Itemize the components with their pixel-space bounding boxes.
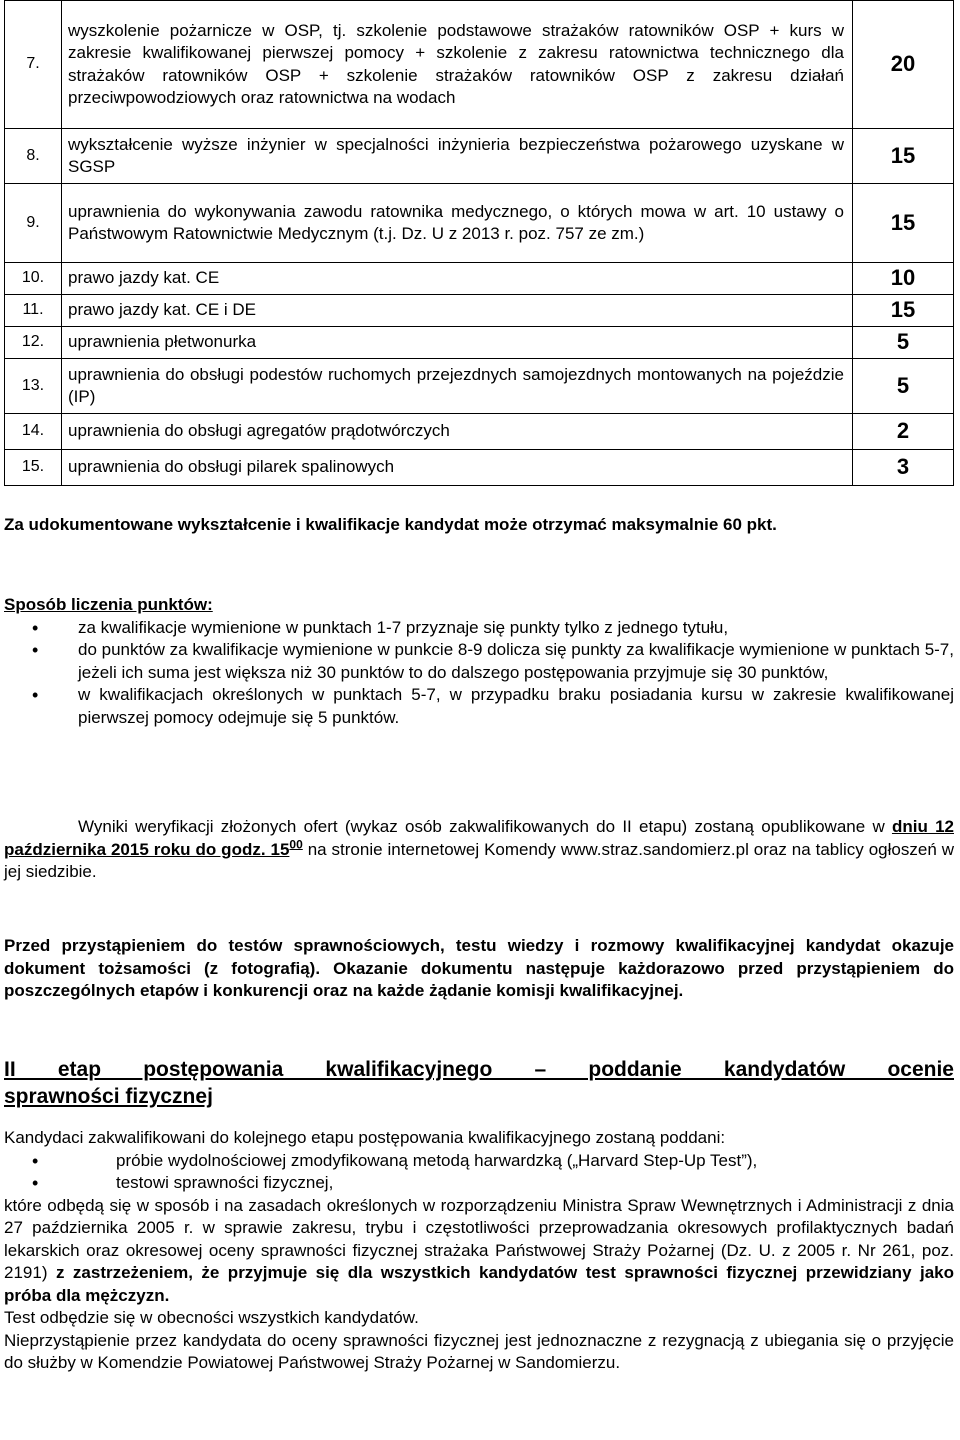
- row-points: 15: [853, 184, 954, 263]
- row-points: 5: [853, 359, 954, 414]
- scoring-heading: Sposób liczenia punktów:: [4, 595, 213, 614]
- row-points: 3: [853, 450, 954, 486]
- stage2-heading-line1: II etap postępowania kwalifikacyjnego – poddanie kandydatów ocenie: [4, 1058, 954, 1081]
- row-number: 13.: [5, 359, 62, 414]
- row-number: 8.: [5, 129, 62, 184]
- table-row: [5, 129, 954, 184]
- scoring-section: [4, 594, 954, 729]
- row-description: uprawnienia do obsługi pilarek spalinowych: [62, 450, 853, 486]
- regulation-text: które odbędą się w sposób i na zasadach określonych w rozporządzeniu Ministra Spraw Wewnętrznych i Administracji z dnia 27 października 2005 r. w sprawie zakresu, trybu i częstotliwości przeprowadzania okresowych profilaktycznych badań lekarskich oraz okresowej oceny sprawności fizycznej strażaka Państwowej Straży Pożarnej (Dz. U. z 2005 r. Nr 261, poz. 2191): [4, 1195, 954, 1282]
- table-row: [5, 450, 954, 486]
- row-description: wykształcenie wyższe inżynier w specjalności inżynieria bezpieczeństwa pożarowego uzyskane w SGSP: [62, 129, 853, 184]
- table-row: [5, 295, 954, 327]
- row-points: 20: [853, 1, 954, 129]
- row-number: 9.: [5, 184, 62, 263]
- row-points: 15: [853, 295, 954, 327]
- absence-note: Nieprzystąpienie przez kandydata do oceny sprawności fizycznej jest jednoznaczne z rezygnacją z ubiegania się o przyjęcie do służby w Komendzie Powiatowej Państwowej Straży Pożarnej w Sandomierzu.: [4, 1330, 954, 1372]
- list-item: • do punktów za kwalifikacje wymienione w punkcie 8-9 dolicza się punkty za kwalifikacje wymienione w punktach 5-7, jeżeli ich suma jest większa niż 30 punktów to do dalszego postępowania przyjmuje się 30 punktów,: [4, 639, 954, 684]
- row-description: prawo jazdy kat. CE: [62, 263, 853, 295]
- row-points: 5: [853, 327, 954, 359]
- table-row: [5, 414, 954, 450]
- regulation-reservation: z zastrzeżeniem, że przyjmuje się dla wszystkich kandydatów test sprawności fizycznej przewidziany jako próba dla mężczyzn.: [4, 1263, 955, 1305]
- stage2-list: [4, 1150, 954, 1195]
- table-row: [5, 263, 954, 295]
- row-points: 2: [853, 414, 954, 450]
- list-item: • za kwalifikacje wymienione w punktach 1-7 przyznaje się punkty tylko z jednego tytułu,: [4, 617, 954, 640]
- results-text-start: Wyniki weryfikacji złożonych ofert (wykaz osób zakwalifikowanych do II etapu) zostaną opublikowane w: [78, 817, 892, 836]
- stage2-body: [4, 1127, 954, 1375]
- table-row: [5, 1, 954, 129]
- results-date: dniu 12 października 2015 roku do godz. 15: [4, 817, 954, 859]
- table-row: [5, 359, 954, 414]
- results-minutes: 00: [289, 836, 303, 851]
- stage2-heading-line2: sprawności fizycznej: [4, 1085, 213, 1108]
- scoring-list: [4, 617, 954, 730]
- row-description: wyszkolenie pożarnicze w OSP, tj. szkolenie podstawowe strażaków ratowników OSP + kurs w zakresie kwalifikowanej pierwszej pomocy + szkolenie z zakresu ratownictwa technicznego dla strażaków ratowników OSP + szkolenie strażaków ratowników OSP z zakresu działań przeciwpowodziowych oraz ratownictwa na wodach: [62, 1, 853, 129]
- row-points: 15: [853, 129, 954, 184]
- row-number: 12.: [5, 327, 62, 359]
- row-number: 14.: [5, 414, 62, 450]
- results-paragraph: [4, 816, 954, 884]
- id-notice: Przed przystąpieniem do testów sprawnościowych, testu wiedzy i rozmowy kwalifikacyjnej kandydat okazuje dokument tożsamości (z fotografią). Okazanie dokumentu następuje każdorazowo przed przystąpieniem do poszczególnych etapów i konkurencji oraz na każde żądanie komisji kwalifikacyjnej.: [4, 936, 954, 1000]
- list-item: • w kwalifikacjach określonych w punktach 5-7, w przypadku braku posiadania kursu w zakresie kwalifikowanej pierwszej pomocy odejmuje się 5 punktów.: [4, 684, 954, 729]
- list-item: • testowi sprawności fizycznej,: [4, 1172, 954, 1195]
- row-description: uprawnienia płetwonurka: [62, 327, 853, 359]
- row-number: 10.: [5, 263, 62, 295]
- test-note: Test odbędzie się w obecności wszystkich kandydatów.: [4, 1308, 419, 1327]
- results-text-end: na stronie internetowej Komendy www.straz.sandomierz.pl oraz na tablicy ogłoszeń w jej siedzibie.: [4, 839, 954, 881]
- stage2-heading: [4, 1056, 954, 1110]
- row-description: uprawnienia do obsługi agregatów prądotwórczych: [62, 414, 853, 450]
- qualifications-table: [4, 0, 954, 486]
- stage2-intro: Kandydaci zakwalifikowani do kolejnego etapu postępowania kwalifikacyjnego zostaną poddani:: [4, 1128, 726, 1147]
- stage2-regulation-paragraph: [4, 1195, 954, 1308]
- row-description: uprawnienia do obsługi podestów ruchomych przejezdnych samojezdnych montowanych na pojeździe (IP): [62, 359, 853, 414]
- row-number: 7.: [5, 1, 62, 129]
- row-description: prawo jazdy kat. CE i DE: [62, 295, 853, 327]
- max-points-note: Za udokumentowane wykształcenie i kwalifikacje kandydat może otrzymać maksymalnie 60 pkt.: [4, 515, 777, 534]
- table-row: [5, 184, 954, 263]
- row-points: 10: [853, 263, 954, 295]
- row-number: 15.: [5, 450, 62, 486]
- list-item: • próbie wydolnościowej zmodyfikowaną metodą harwardzką („Harvard Step-Up Test”),: [4, 1150, 954, 1173]
- table-row: [5, 327, 954, 359]
- row-description: uprawnienia do wykonywania zawodu ratownika medycznego, o których mowa w art. 10 ustawy o Państwowym Ratownictwie Medycznym (t.j. Dz. U z 2013 r. poz. 757 ze zm.): [62, 184, 853, 263]
- row-number: 11.: [5, 295, 62, 327]
